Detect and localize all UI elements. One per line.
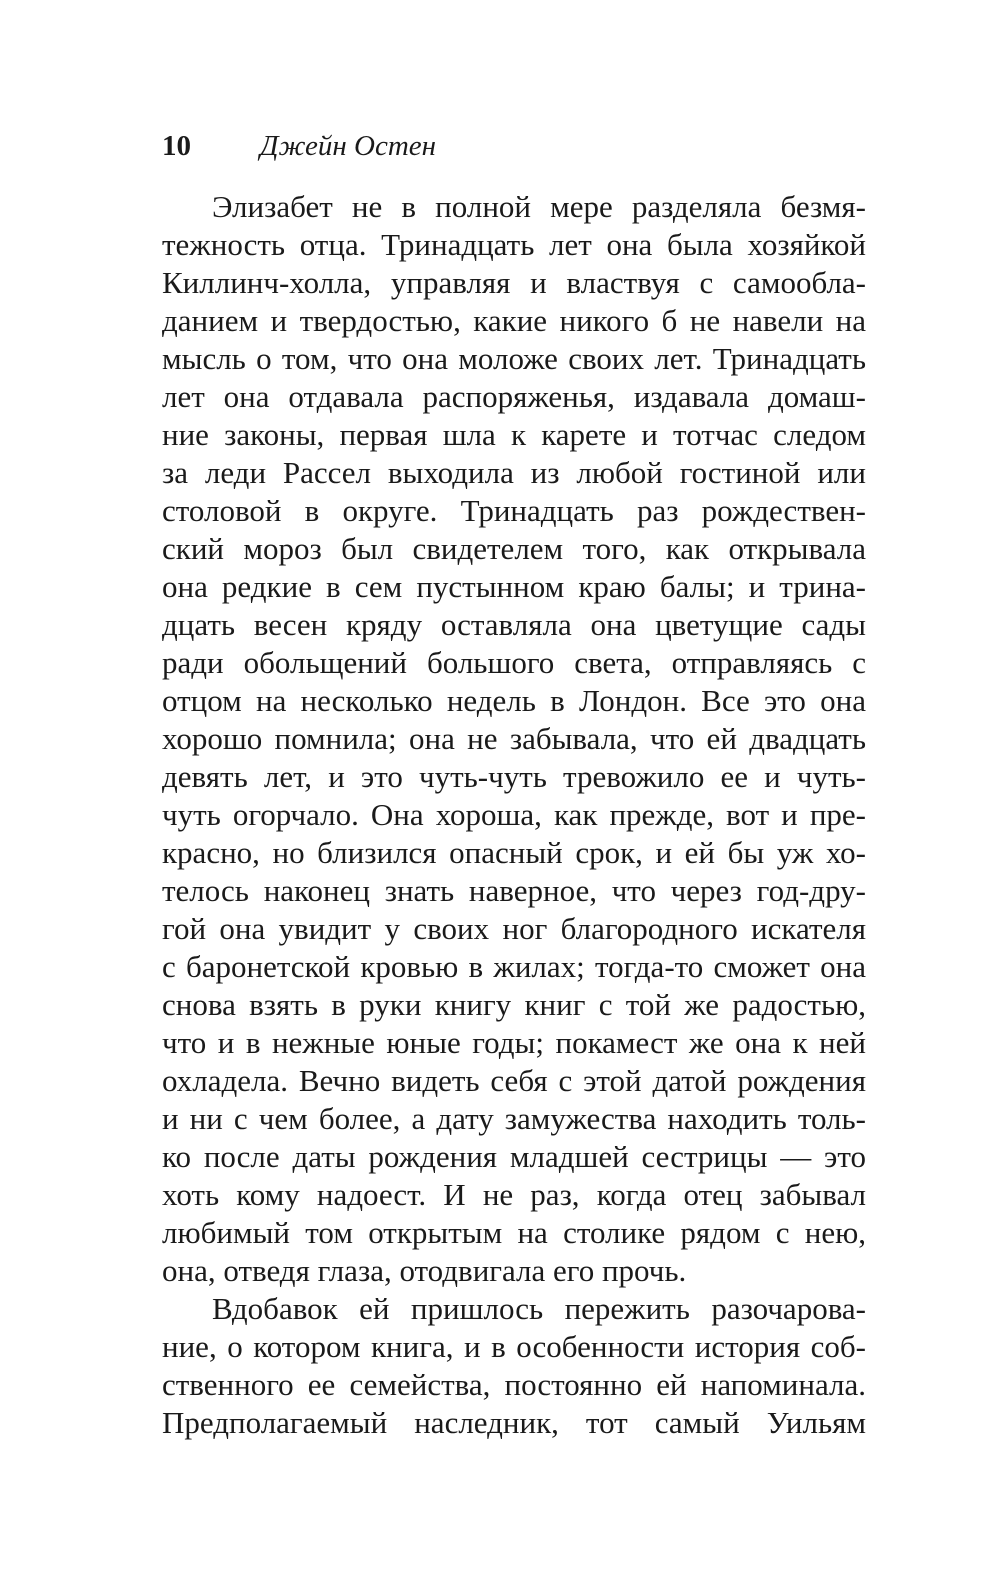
text-line: Элизабет не в полной мере разделяла безмя- <box>212 189 866 224</box>
text-line: ради обольщений большого света, отправляясь с <box>162 645 866 680</box>
text-line: хоть кому надоест. И не раз, когда отец забывал <box>162 1177 866 1212</box>
text-line: столовой в округе. Тринадцать раз рождествен- <box>162 493 866 528</box>
text-line: ский мороз был свидетелем того, как открывала <box>162 531 866 566</box>
text-line: она, отведя глаза, отодвигала его прочь. <box>162 1253 687 1288</box>
text-line: она редкие в сем пустынном краю балы; и трина- <box>162 569 866 604</box>
text-line: охладела. Вечно видеть себя с этой датой рождения <box>162 1063 866 1098</box>
text-line: ственного ее семейства, постоянно ей напоминала. <box>162 1367 866 1402</box>
text-line: ко после даты рождения младшей сестрицы — это <box>162 1139 866 1174</box>
text-line: что и в нежные юные годы; покамест же она к ней <box>162 1025 866 1060</box>
text-line: гой она увидит у своих ног благородного искателя <box>162 911 866 946</box>
text-line: чуть огорчало. Она хороша, как прежде, вот и пре- <box>162 797 866 832</box>
text-line: ние законы, первая шла к карете и тотчас следом <box>162 417 866 452</box>
body-text <box>162 188 866 1442</box>
text-line: данием и твердостью, какие никого б не навели на <box>162 303 866 338</box>
text-line: девять лет, и это чуть-чуть тревожило ее и чуть- <box>162 759 866 794</box>
text-line: с баронетской кровью в жилах; тогда-то сможет она <box>162 949 866 984</box>
text-line: и ни с чем более, а дату замужества находить толь- <box>162 1101 866 1136</box>
text-line: за леди Рассел выходила из любой гостиной или <box>162 455 866 490</box>
text-line: дцать весен кряду оставляла она цветущие сады <box>162 607 866 642</box>
text-line: тежность отца. Тринадцать лет она была хозяйкой <box>162 227 866 262</box>
text-line: Киллинч-холла, управляя и властвуя с самообла- <box>162 265 866 300</box>
text-line: снова взять в руки книгу книг с той же радостью, <box>162 987 866 1022</box>
page-number: 10 <box>162 130 191 162</box>
text-line: лет она отдавала распоряженья, издавала домаш- <box>162 379 866 414</box>
text-line: Предполагаемый наследник, тот самый Уильям <box>162 1405 866 1440</box>
text-line: отцом на несколько недель в Лондон. Все это она <box>162 683 866 718</box>
text-line: любимый том открытым на столике рядом с нею, <box>162 1215 866 1250</box>
running-head <box>162 126 862 166</box>
text-line: телось наконец знать наверное, что через год-дру- <box>162 873 866 908</box>
text-line: красно, но близился опасный срок, и ей бы уж хо- <box>162 835 866 870</box>
text-line: мысль о том, что она моложе своих лет. Тринадцать <box>162 341 866 376</box>
text-line: ние, о котором книга, и в особенности история соб- <box>162 1329 866 1364</box>
text-line: Вдобавок ей пришлось пережить разочарова- <box>212 1291 866 1326</box>
book-author: Джейн Остен <box>260 130 437 162</box>
text-line: хорошо помнила; она не забывала, что ей двадцать <box>162 721 866 756</box>
